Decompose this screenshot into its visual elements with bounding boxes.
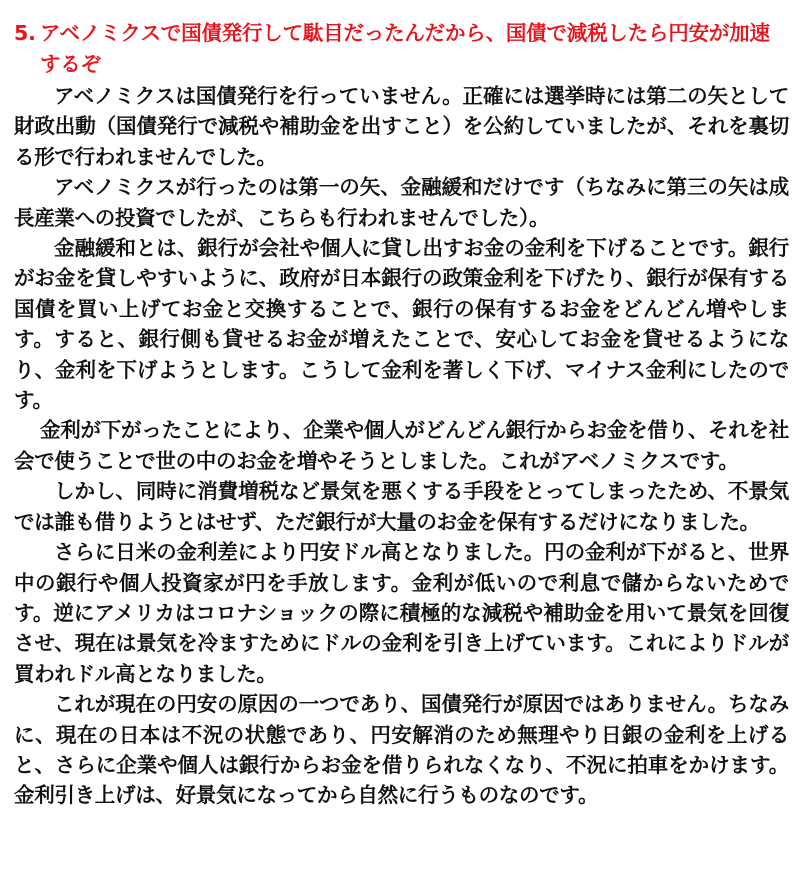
paragraph-tax-hike: しかし、同時に消費増税など景気を悪くする手段をとってしまったため、不景気では誰も借りようとはせず、ただ銀行が大量のお金を保有するだけになりました。	[14, 479, 789, 534]
paragraph-rate-differential: さらに日米の金利差により円安ドル高となりました。円の金利が下がると、世界中の銀行や個人投資家が円を手放します。金利が低いので利息で儲からないためです。逆にアメリカはコロナショックの際に積極的な減税や補助金を用いて景気を回復させ、現在は景気を冷ますためにドルの金利を引き上げています。これによりドルが買われドル高となりました。	[14, 540, 789, 686]
paragraph-abenomics-no-bonds: アベノミクスは国債発行を行っていません。正確には選挙時には第二の矢として財政出動（国債発行で減税や補助金を出すこと）を公約していましたが、それを裏切る形で行われませんでした。	[14, 84, 789, 169]
paragraph-interest-fall: 金利が下がったことにより、企業や個人がどんどん銀行からお金を借り、それを社会で使うことで世の中のお金を増やそうとしました。これがアベノミクスです。	[14, 418, 789, 473]
section-number: 5.	[14, 21, 36, 45]
section-heading	[14, 18, 789, 80]
paragraph-conclusion: これが現在の円安の原因の一つであり、国債発行が原因ではありません。ちなみに、現在の日本は不況の状態であり、円安解消のため無理やり日銀の金利を上げると、さらに企業や個人は銀行からお金を借りられなくなり、不況に拍車をかけます。金利引き上げは、好景気になってから自然に行うものなのです。	[14, 692, 789, 808]
paragraph-first-arrow: アベノミクスが行ったのは第一の矢、金融緩和だけです（ちなみに第三の矢は成長産業への投資でしたが、こちらも行われませんでした）。	[14, 175, 789, 230]
section-title: アベノミクスで国債発行して駄目だったんだから、国債で減税したら円安が加速するぞ	[40, 21, 770, 76]
paragraph-monetary-easing: 金融緩和とは、銀行が会社や個人に貸し出すお金の金利を下げることです。銀行がお金を貸しやすいように、政府が日本銀行の政策金利を下げたり、銀行が保有する国債を買い上げてお金と交換することで、銀行の保有するお金をどんどん増やします。すると、銀行側も貸せるお金が増えたことで、安心してお金を貸せるようになり、金利を下げようとします。こうして金利を著しく下げ、マイナス金利にしたのです。	[14, 236, 789, 413]
document-body	[14, 81, 789, 811]
